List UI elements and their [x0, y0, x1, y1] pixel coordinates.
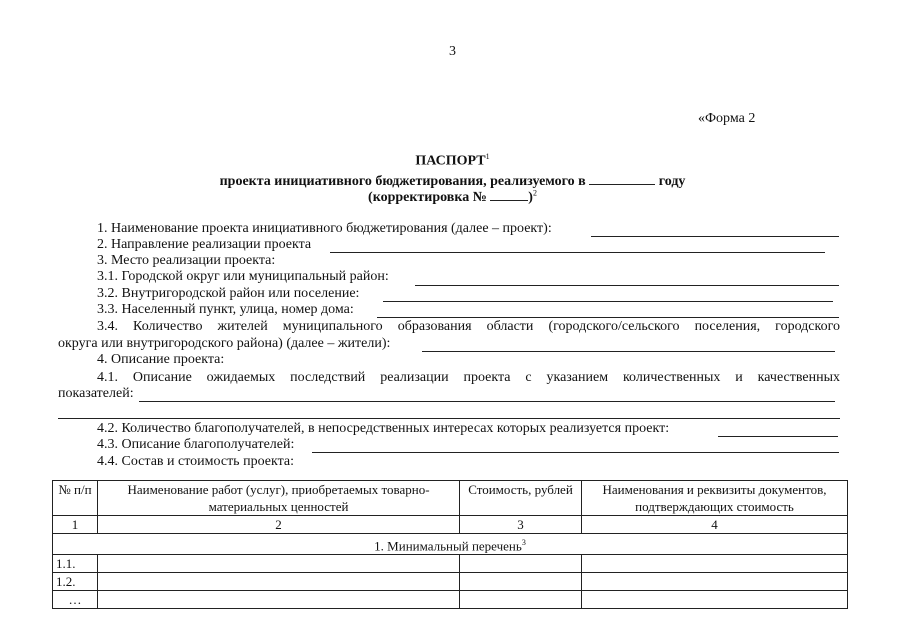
correction-close: ) [528, 190, 533, 205]
correction-number-blank[interactable] [490, 188, 528, 201]
item-4-4-label: 4.4. Состав и стоимость проекта: [97, 454, 294, 469]
table-row [53, 555, 848, 573]
row-number: … [53, 591, 98, 609]
subtitle-text-before: проекта инициативного бюджетирования, реализуемого в [219, 174, 586, 189]
item-4-1-label-line1: 4.1. Описание ожидаемых последствий реализации проекта с указанием количественных и качественных [97, 370, 840, 385]
item-3-1-label: 3.1. Городской округ или муниципальный район: [97, 269, 389, 284]
row-docs-cell[interactable] [582, 555, 848, 573]
row-name-cell[interactable] [98, 555, 460, 573]
row-number: 1.1. [53, 555, 98, 573]
item-3-3-field[interactable] [377, 317, 839, 318]
section-row [53, 534, 848, 555]
correction-line [0, 188, 905, 206]
item-2-field[interactable] [330, 252, 825, 253]
row-docs-cell[interactable] [582, 591, 848, 609]
item-1-label: 1. Наименование проекта инициативного бюджетирования (далее – проект): [97, 221, 552, 236]
row-name-cell[interactable] [98, 591, 460, 609]
item-4-1-field-1[interactable] [139, 401, 835, 402]
row-docs-cell[interactable] [582, 573, 848, 591]
item-4-1-label-line2: показателей: [58, 386, 134, 401]
item-4-2-field[interactable] [718, 436, 838, 437]
row-cost-cell[interactable] [460, 591, 582, 609]
table-row [53, 591, 848, 609]
header-cost: Стоимость, рублей [460, 481, 582, 516]
item-3-1-field[interactable] [415, 285, 839, 286]
project-cost-table [52, 480, 848, 609]
item-4-2-label: 4.2. Количество благополучателей, в непосредственных интересах которых реализуется проект: [97, 421, 670, 436]
item-2-label: 2. Направление реализации проекта [97, 237, 312, 252]
section-title [53, 534, 848, 555]
item-1-field[interactable] [591, 236, 839, 237]
item-3-4-label-line1: 3.4. Количество жителей муниципального образования области (городского/сельского поселения, городского [97, 319, 840, 334]
item-3-3-label: 3.3. Населенный пункт, улица, номер дома: [97, 302, 354, 317]
year-blank[interactable] [589, 172, 655, 185]
footnote-ref-2: 2 [532, 188, 537, 198]
header-num: № п/п [53, 481, 98, 516]
item-3-2-field[interactable] [383, 301, 833, 302]
column-number-3: 3 [460, 516, 582, 534]
item-4-3-field[interactable] [312, 452, 839, 453]
header-name: Наименование работ (услуг), приобретаемых товарно-материальных ценностей [98, 481, 460, 516]
item-3-4-label-line2: округа или внутригородского района) (далее – жители): [58, 336, 391, 351]
row-cost-cell[interactable] [460, 573, 582, 591]
item-3-label: 3. Место реализации проекта: [97, 253, 276, 268]
row-number: 1.2. [53, 573, 98, 591]
header-docs: Наименования и реквизиты документов, подтверждающих стоимость [582, 481, 848, 516]
item-4-1-field-2[interactable] [58, 418, 840, 419]
column-number-1: 1 [53, 516, 98, 534]
column-number-2: 2 [98, 516, 460, 534]
item-4-label: 4. Описание проекта: [97, 352, 225, 367]
row-name-cell[interactable] [98, 573, 460, 591]
item-4-3-label: 4.3. Описание благополучателей: [97, 437, 295, 452]
page-number: 3 [449, 44, 456, 59]
title-text: ПАСПОРТ [415, 153, 486, 169]
document-title [0, 152, 905, 170]
column-numbers-row [53, 516, 848, 534]
item-3-4-field[interactable] [422, 351, 835, 352]
footnote-ref-3: 3 [521, 538, 526, 547]
table-header-row [53, 481, 848, 516]
row-cost-cell[interactable] [460, 555, 582, 573]
correction-text: (корректировка № [368, 190, 487, 205]
subtitle-text-after: году [658, 174, 686, 189]
table-row [53, 573, 848, 591]
form-label: «Форма 2 [698, 111, 756, 126]
item-3-2-label: 3.2. Внутригородской район или поселение: [97, 286, 360, 301]
section-title-text: 1. Минимальный перечень [374, 538, 522, 554]
column-number-4: 4 [582, 516, 848, 534]
footnote-ref-1: 1 [485, 152, 490, 161]
